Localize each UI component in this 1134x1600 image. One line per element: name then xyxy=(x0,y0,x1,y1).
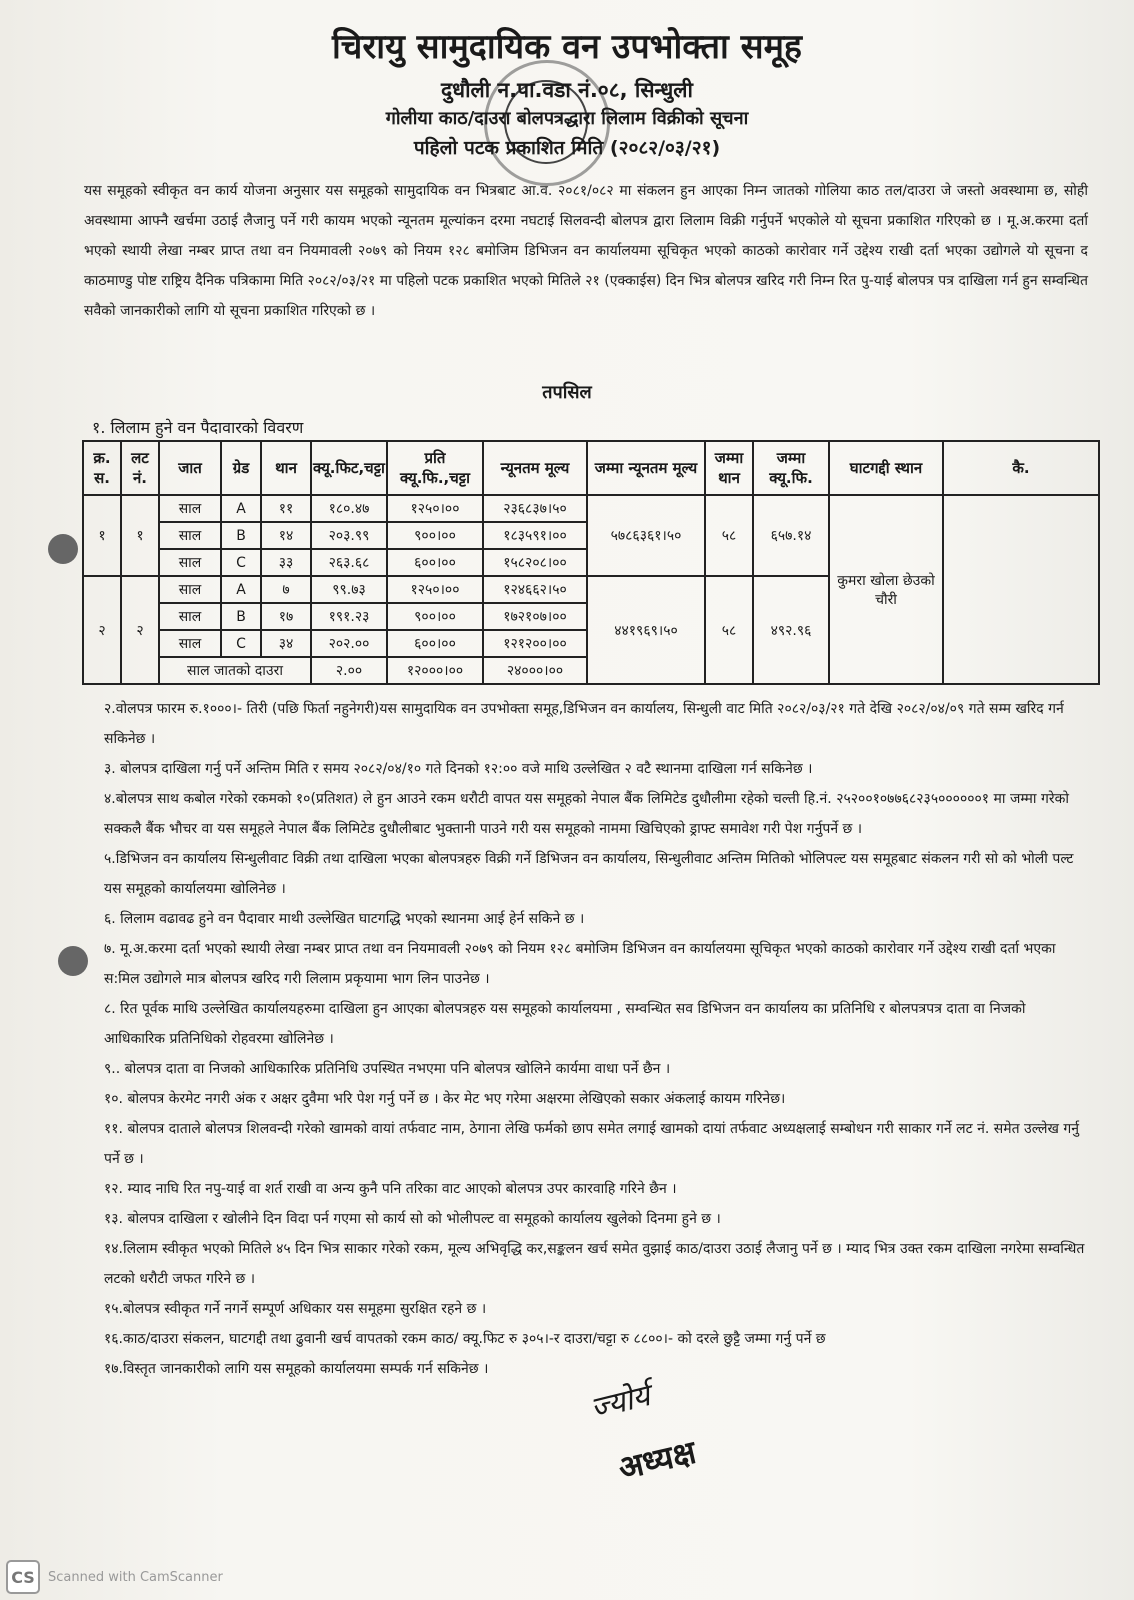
punch-hole xyxy=(58,946,88,976)
cell-daura-rate: १२०००।०० xyxy=(387,657,483,684)
table-header-row xyxy=(83,441,1099,495)
condition-item: १०. बोलपत्र केरमेट नगरी अंक र अक्षर दुवैमा भरि पेश गर्नु पर्ने छ । केर मेट भए गरेमा अक्षरमा लेखिएको सकार अंकलाई कायम गरिनेछ। xyxy=(104,1091,786,1107)
cell-rate: १२५०।०० xyxy=(387,495,483,522)
cell-sn: २ xyxy=(83,576,121,684)
cell-grade: A xyxy=(221,576,261,603)
cell-rate: १२५०।०० xyxy=(387,576,483,603)
cell-daura-min: २४०००।०० xyxy=(483,657,587,684)
punch-hole xyxy=(48,534,78,564)
cell-than: १७ xyxy=(261,603,311,630)
cell-than: ३३ xyxy=(261,549,311,576)
cell-daura-qty: २.०० xyxy=(311,657,387,684)
auction-table xyxy=(82,440,1100,685)
cell-rate: ६००।०० xyxy=(387,630,483,657)
condition-item: १४.लिलाम स्वीकृत भएको मितिले ४५ दिन भित्र साकार गरेको रकम, मूल्य अभिवृद्धि कर,सङ्कलन खर्च समेत वुझाई काठ/दाउरा उठाई लैजानु पर्ने छ । म्याद भित्र उक्त रकम दाखिला नगरेमा सम्वन्धित लटको धरौटी जफत गरिने छ । xyxy=(104,1241,1085,1287)
cell-jat: साल xyxy=(159,549,221,576)
cell-lot: १ xyxy=(121,495,159,576)
cell-total-min: ५७८६३६१।५० xyxy=(587,495,705,576)
condition-item: ९.. बोलपत्र दाता वा निजको आधिकारिक प्रतिनिधि उपस्थित नभएमा पनि बोलपत्र खोलिने कार्यमा वाधा पर्ने छैन । xyxy=(104,1061,671,1077)
cell-sn: १ xyxy=(83,495,121,576)
intro-paragraph: यस समूहको स्वीकृत वन कार्य योजना अनुसार यस समूहको सामुदायिक वन भित्रबाट आ.व. २०८१/०८२ मा संकलन हुन आएका निम्न जातको गोलिया काठ तल/दाउरा जे जस्तो अवस्थामा छ, सोही अवस्थामा आफ्नै खर्चमा उठाई लैजानु पर्ने गरी कायम भएको न्यूनतम मूल्यांकन दरमा नघटाई सिलवन्दी बोलपत्र द्वारा लिलाम विक्री गर्नुपर्ने भएकोले यो सूचना प्रकाशित गरिएको छ । मू.अ.करमा दर्ता भएको स्थायी लेखा नम्बर प्राप्त तथा वन नियमावली २०७९ को नियम १२८ बमोजिम डिभिजन वन कार्यालयमा सूचिकृत भएको काठको कारोवार गर्ने उद्देश्य राखी दर्ता भएका उद्योगले यो सूचना द काठमाण्डु पोष्ट राष्ट्रिय दैनिक पत्रिकामा मिति २०८२/०३/२१ मा पहिलो पटक प्रकाशित भएको मितिले २१ (एक्काईस) दिन भित्र बोलपत्र खरिद गरी निम्न रित पु-याई बोलपत्र पत्र दाखिला गर्न हुन सम्वन्धित सवैको जानकारीको लागि यो सूचना प्रकाशित गरिएको छ । xyxy=(84,183,1088,319)
cell-jat: साल xyxy=(159,576,221,603)
col-header: न्यूनतम मूल्य xyxy=(483,441,587,495)
cell-total-min: ४४१९६९।५० xyxy=(587,576,705,684)
cell-grade: C xyxy=(221,630,261,657)
condition-item: ८. रित पूर्वक माथि उल्लेखित कार्यालयहरुमा दाखिला हुन आएका बोलपत्रहरु यस समूहको कार्यालयमा , सम्वन्धित सव डिभिजन वन कार्यालय का प्रतिनिधि र बोलपत्रपत्र दाता वा निजको आधिकारिक प्रतिनिधिको रोहवरमा खोलिनेछ । xyxy=(104,1001,1026,1047)
condition-item: ६. लिलाम वढावढ हुने वन पैदावार माथी उल्लेखित घाटगद्धि भएको स्थानमा आई हेर्न सकिने छ । xyxy=(104,911,585,927)
org-address: दुधौली न.पा.वडा नं.०८, सिन्धुली xyxy=(441,78,693,102)
condition-item: ७. मू.अ.करमा दर्ता भएको स्थायी लेखा नम्बर प्राप्त तथा वन नियमावली २०७९ को नियम १२८ बमोजिम डिभिजन वन कार्यालयमा सूचिकृत भएको काठको कारोवार गर्ने उद्देश्य राखी दर्ता भएका स:मिल उद्योगले मात्र बोलपत्र खरिद गरी लिलाम प्रकृयामा भाग लिन पाउनेछ । xyxy=(104,941,1056,987)
col-header: क्यू.फिट,चट्टा xyxy=(311,441,387,495)
signature: ज्योर्य xyxy=(587,1378,654,1427)
cell-lot: २ xyxy=(121,576,159,684)
col-header: कै. xyxy=(943,441,1099,495)
section-1-heading: १. लिलाम हुने वन पैदावारको विवरण xyxy=(92,418,304,437)
cell-rate: ९००।०० xyxy=(387,603,483,630)
camscanner-watermark xyxy=(6,1560,223,1594)
cell-rate: ९००।०० xyxy=(387,522,483,549)
condition-item: २.वोलपत्र फारम रु.१०००।- तिरी (पछि फिर्ता नहुनेगरी)यस सामुदायिक वन उपभोक्ता समूह,डिभिजन वन कार्यालय, सिन्धुली वाट मिति २०८२/०३/२१ गते देखि २०८२/०४/०९ गते सम्म खरिद गर्न सकिनेछ । xyxy=(104,701,1064,747)
designation-president: अध्यक्ष xyxy=(614,1432,700,1488)
col-header: प्रति क्यू.फि.,चट्टा xyxy=(387,441,483,495)
notice-title: गोलीया काठ/दाउरा बोलपत्रद्धारा लिलाम विक्रीको सूचना xyxy=(385,108,749,129)
cell-rate: ६००।०० xyxy=(387,549,483,576)
cell-remarks xyxy=(943,495,1099,684)
condition-item: ३. बोलपत्र दाखिला गर्नु पर्ने अन्तिम मिति र समय २०८२/०४/१० गते दिनको १२:०० वजे माथि उल्लेखित २ वटै स्थानमा दाखिला गर्न सकिनेछ । xyxy=(104,761,813,777)
cell-min: १७२१०७।०० xyxy=(483,603,587,630)
cell-daura-jat: साल जातको दाउरा xyxy=(159,657,311,684)
cell-min: १८३५९१।०० xyxy=(483,522,587,549)
condition-item: १६.काठ/दाउरा संकलन, घाटगद्दी तथा ढुवानी खर्च वापतको रकम काठ/ क्यू.फिट रु ३०५।-र दाउरा/चट्टा रु ८८००।- को दरले छुट्टै जम्मा गर्नु पर्ने छ xyxy=(104,1331,826,1347)
col-header: ग्रेड xyxy=(221,441,261,495)
cell-grade: A xyxy=(221,495,261,522)
camscanner-text: Scanned with CamScanner xyxy=(48,1569,223,1585)
col-header: जम्मा न्यूनतम मूल्य xyxy=(587,441,705,495)
cell-cft: १८०.४७ xyxy=(311,495,387,522)
table-row xyxy=(83,495,1099,522)
condition-item: ११. बोलपत्र दाताले बोलपत्र शिलवन्दी गरेको खामको वायां तर्फवाट नाम, ठेगाना लेखि फर्मको छाप समेत लगाई खामको दायां तर्फवाट अध्यक्षलाई सम्बोधन गरी साकार गर्ने लट नं. समेत उल्लेख गर्नु पर्ने छ । xyxy=(104,1121,1080,1167)
cell-jat: साल xyxy=(159,495,221,522)
publish-date: पहिलो पटक प्रकाशित मिति (२०८२/०३/२१) xyxy=(413,137,721,159)
cell-than: १४ xyxy=(261,522,311,549)
cell-than: ७ xyxy=(261,576,311,603)
col-header: जम्मा थान xyxy=(705,441,753,495)
camscanner-logo-icon: CS xyxy=(6,1560,40,1594)
condition-item: ५.डिभिजन वन कार्यालय सिन्धुलीवाट विक्री तथा दाखिला भएका बोलपत्रहरु विक्री गर्ने डिभिजन वन कार्यालय, सिन्धुलीवाट अन्तिम मितिको भोलिपल्ट यस समूहबाट संकलन गरी सो को भोली पल्ट यस समूहको कार्यालयमा खोलिनेछ । xyxy=(104,851,1074,897)
cell-cft: ९९.७३ xyxy=(311,576,387,603)
cell-jat: साल xyxy=(159,630,221,657)
col-header: जात xyxy=(159,441,221,495)
cell-grade: C xyxy=(221,549,261,576)
cell-cft: २०२.०० xyxy=(311,630,387,657)
cell-cft: २६३.६८ xyxy=(311,549,387,576)
tapasil-heading: तपसिल xyxy=(542,382,592,403)
col-header: जम्मा क्यू.फि. xyxy=(753,441,829,495)
cell-jat: साल xyxy=(159,522,221,549)
cell-cft: १९१.२३ xyxy=(311,603,387,630)
cell-grade: B xyxy=(221,603,261,630)
col-header: लट नं. xyxy=(121,441,159,495)
col-header: थान xyxy=(261,441,311,495)
cell-min: १५८२०८।०० xyxy=(483,549,587,576)
col-header: क्र. स. xyxy=(83,441,121,495)
cell-min: १२४६६२।५० xyxy=(483,576,587,603)
condition-item: १५.बोलपत्र स्वीकृत गर्ने नगर्ने सम्पूर्ण अधिकार यस समूहमा सुरक्षित रहने छ । xyxy=(104,1301,487,1317)
cell-min: १२१२००।०० xyxy=(483,630,587,657)
cell-total-cft: ६५७.१४ xyxy=(753,495,829,576)
cell-than: ३४ xyxy=(261,630,311,657)
cell-min: २३६८३७।५० xyxy=(483,495,587,522)
condition-item: १७.विस्तृत जानकारीको लागि यस समूहको कार्यालयमा सम्पर्क गर्न सकिनेछ । xyxy=(104,1361,489,1377)
cell-total-than: ५८ xyxy=(705,495,753,576)
condition-item: १२. म्याद नाघि रित नपु-याई वा शर्त राखी वा अन्य कुनै पनि तरिका वाट आएको बोलपत्र उपर कारवाहि गरिने छैन । xyxy=(104,1181,677,1197)
cell-than: ११ xyxy=(261,495,311,522)
org-title: चिरायु सामुदायिक वन उपभोक्ता समूह xyxy=(331,27,802,67)
cell-grade: B xyxy=(221,522,261,549)
col-header: घाटगद्दी स्थान xyxy=(829,441,943,495)
cell-cft: २०३.९९ xyxy=(311,522,387,549)
condition-item: ४.बोलपत्र साथ कबोल गरेको रकमको १०(प्रतिशत) ले हुन आउने रकम धरौटी वापत यस समूहको नेपाल बैंक लिमिटेड दुधौलीमा रहेको चल्ती हि.नं. २५२००१०७७६८२३५००००००१ मा जम्मा गरेको सक्कलै बैंक भौचर वा यस समूहले नेपाल बैंक लिमिटेड दुधौलीबाट भुक्तानी पाउने गरी यस समूहको नाममा खिचिएको ड्राफ्ट समावेश गरी पेश गर्नुपर्ने छ । xyxy=(104,791,1069,837)
cell-total-cft: ४९२.९६ xyxy=(753,576,829,684)
conditions-list xyxy=(104,694,1088,1384)
cell-location: कुमरा खोला छेउको चौरी xyxy=(829,495,943,684)
cell-jat: साल xyxy=(159,603,221,630)
cell-total-than: ५८ xyxy=(705,576,753,684)
condition-item: १३. बोलपत्र दाखिला र खोलीने दिन विदा पर्न गएमा सो कार्य सो को भोलीपल्ट वा समूहको कार्यालय खुलेको दिनमा हुने छ । xyxy=(104,1211,721,1227)
